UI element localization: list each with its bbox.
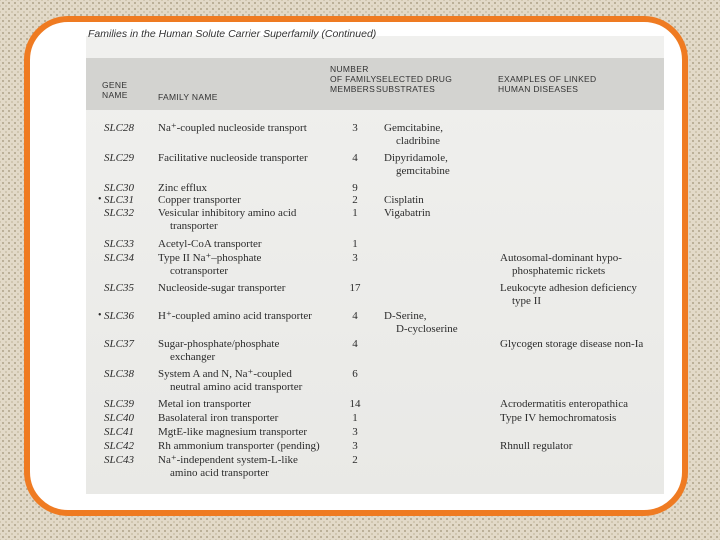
linked-diseases: Type IV hemochromatosis [500, 412, 617, 424]
member-count: 3 [352, 122, 358, 134]
drug-substrates: Gemcitabine, cladribine [384, 122, 443, 147]
family-name: Basolateral iron transporter [158, 412, 279, 424]
gene-name: SLC33 [104, 238, 134, 250]
family-name: System A and N, Na⁺-coupled neutral amino acid transporter [158, 368, 303, 393]
header-gene-name: GENE NAME [102, 80, 128, 100]
family-name: Metal ion transporter [158, 398, 251, 410]
member-count: 1 [352, 207, 358, 219]
drug-substrates: Dipyridamole, gemcitabine [384, 152, 450, 177]
member-count: 2 [352, 194, 358, 206]
drug-substrates: D-Serine, D-cycloserine [384, 310, 458, 335]
family-name: Na⁺-independent system-L-like amino acid transporter [158, 454, 298, 479]
family-name: Facilitative nucleoside transporter [158, 152, 308, 164]
gene-name: SLC31 [104, 194, 134, 206]
scanned-table [86, 28, 664, 494]
drug-substrates: Vigabatrin [384, 207, 431, 219]
family-name: H⁺-coupled amino acid transporter [158, 310, 312, 322]
member-count: 3 [352, 426, 358, 438]
member-count: 1 [352, 412, 358, 424]
gene-name: SLC39 [104, 398, 134, 410]
member-count: 17 [349, 282, 361, 294]
member-count: 4 [352, 310, 358, 322]
family-name: MgtE-like magnesium transporter [158, 426, 308, 438]
gene-name: SLC35 [104, 282, 134, 294]
header-family-name: FAMILY NAME [158, 92, 218, 102]
family-name: Nucleoside-sugar transporter [158, 282, 286, 294]
gene-name: SLC34 [104, 252, 134, 264]
family-name: Rh ammonium transporter (pending) [158, 440, 320, 452]
family-name: Sugar-phosphate/phosphate exchanger [158, 338, 280, 363]
family-name: Vesicular inhibitory amino acid transporter [158, 207, 297, 232]
family-name: Na⁺-coupled nucleoside transport [158, 122, 307, 134]
gene-name: SLC40 [104, 412, 134, 424]
linked-diseases: Glycogen storage disease non-Ia [500, 338, 644, 350]
gene-name: SLC42 [104, 440, 134, 452]
gene-name: SLC28 [104, 122, 134, 134]
gene-name: SLC41 [104, 426, 134, 438]
member-count: 3 [352, 440, 358, 452]
member-count: 3 [352, 252, 358, 264]
member-count: 14 [349, 398, 361, 410]
gene-name: SLC29 [104, 152, 134, 164]
margin-mark: • [98, 194, 102, 205]
family-name: Type II Na⁺–phosphate cotransporter [158, 252, 262, 277]
table-title: Families in the Human Solute Carrier Superfamily (Continued) [88, 28, 377, 40]
linked-diseases: Leukocyte adhesion deficiency type II [500, 282, 637, 307]
family-name: Copper transporter [158, 194, 241, 206]
linked-diseases: Acrodermatitis enteropathica [500, 398, 628, 410]
family-name: Zinc efflux [158, 182, 207, 194]
gene-name: SLC43 [104, 454, 134, 466]
drug-substrates: Cisplatin [384, 194, 424, 206]
member-count: 2 [352, 454, 358, 466]
member-count: 6 [352, 368, 358, 380]
header-linked-human-diseases: EXAMPLES OF LINKED HUMAN DISEASES [498, 74, 597, 94]
member-count: 4 [352, 338, 358, 350]
header-selected-drug-substrates: SELECTED DRUG SUBSTRATES [376, 74, 453, 94]
gene-name: SLC32 [104, 207, 134, 219]
gene-name: SLC37 [104, 338, 134, 350]
gene-name: SLC36 [104, 310, 134, 322]
header-number-of-family-members: NUMBER OF FAMILY MEMBERS [330, 64, 377, 94]
gene-name: SLC38 [104, 368, 134, 380]
member-count: 9 [352, 182, 358, 194]
margin-mark: • [98, 310, 102, 321]
linked-diseases: Autosomal-dominant hypo- phosphatemic rickets [500, 252, 622, 277]
gene-name: SLC30 [104, 182, 134, 194]
family-name: Acetyl-CoA transporter [158, 238, 262, 250]
member-count: 1 [352, 238, 358, 250]
linked-diseases: Rhnull regulator [500, 440, 573, 452]
member-count: 4 [352, 152, 358, 164]
